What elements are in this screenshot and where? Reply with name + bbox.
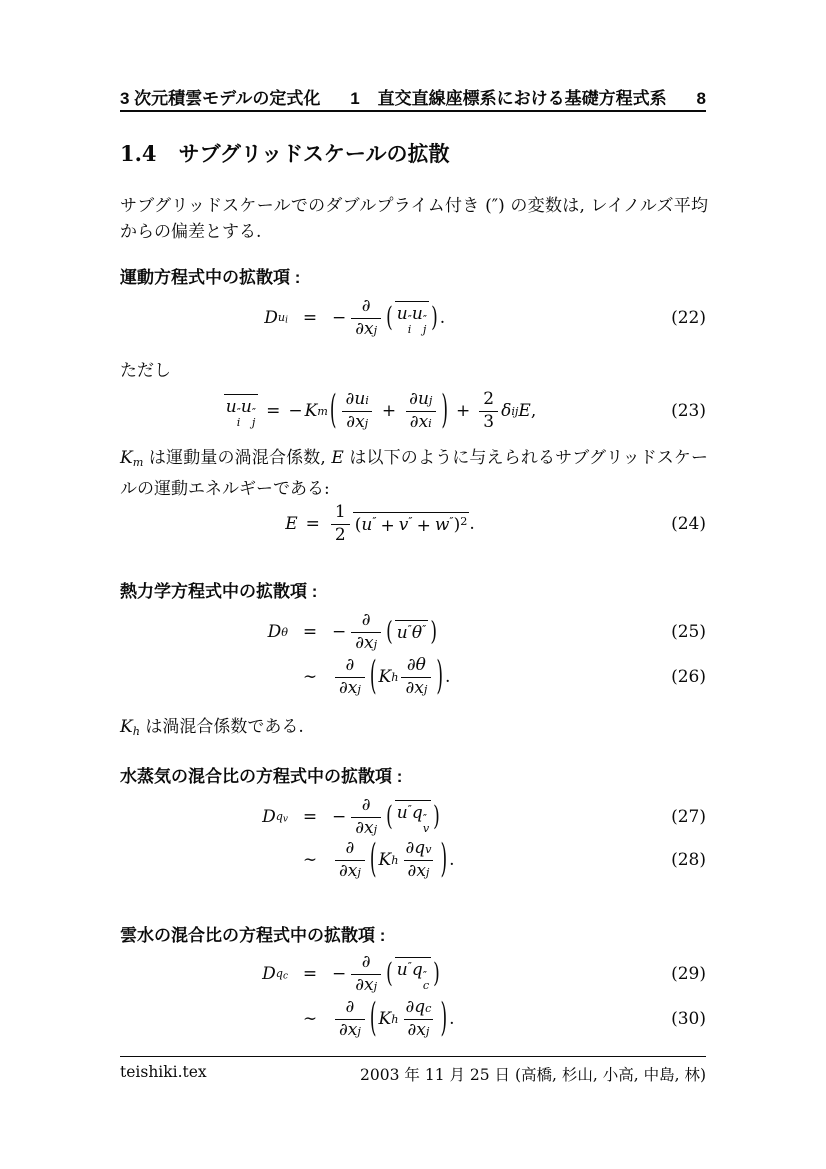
equation-number: (27) [671, 807, 706, 827]
math-var: q [414, 996, 426, 1017]
fraction [351, 953, 381, 995]
math-var: u [396, 802, 408, 823]
header-section [350, 84, 666, 109]
overline-group [395, 620, 429, 643]
numerator [342, 998, 359, 1019]
fraction [401, 998, 435, 1040]
eq30-rhs [332, 998, 594, 1040]
math-var: x [347, 677, 358, 698]
header-rule [120, 110, 706, 112]
period: . [444, 667, 451, 687]
math-var: x [414, 677, 424, 698]
math-var: q [411, 802, 423, 823]
double-prime: ″ [422, 623, 427, 637]
equation-26 [120, 652, 706, 702]
denominator [335, 1019, 365, 1041]
supsub [423, 814, 429, 834]
label-cloud-diffusion: 雲水の混合比の方程式中の拡散項 : [120, 926, 386, 945]
math-sub: j [428, 393, 433, 407]
math-sub: i [365, 393, 369, 407]
left-paren: ( [386, 302, 393, 334]
partial-symbol: ∂ [355, 632, 365, 653]
math-var: u [396, 623, 408, 644]
equation-number: (30) [671, 1009, 706, 1029]
fraction [351, 611, 381, 653]
numerator: 2 [483, 388, 495, 409]
period: . [449, 850, 455, 870]
fraction [351, 297, 381, 339]
numerator [342, 390, 373, 411]
supsub [423, 315, 427, 335]
equation-number: (29) [671, 964, 706, 984]
math-var: x [364, 632, 374, 653]
math-sub: j [423, 682, 428, 696]
math-var: D [262, 964, 276, 984]
overline-group [224, 394, 258, 428]
minus-sign: − [332, 622, 347, 642]
equation-24 [120, 499, 706, 549]
partial-symbol: ∂ [406, 654, 416, 675]
equation-number: (23) [671, 401, 706, 421]
partial-symbol: ∂ [361, 794, 371, 815]
equals-sign: = [266, 401, 281, 421]
double-prime: ″ [422, 812, 428, 826]
math-var: x [364, 974, 374, 995]
right-paren: ) [453, 515, 461, 536]
equation-22 [120, 293, 706, 343]
supsub [423, 971, 429, 991]
math-sub: j [373, 822, 378, 836]
denominator [404, 860, 434, 882]
right-paren: ) [440, 837, 448, 883]
math-sub: c [425, 1001, 432, 1015]
left-paren: ( [386, 958, 393, 990]
equation-number: (22) [671, 308, 706, 328]
page-header [120, 84, 706, 109]
plus-sign: + [416, 515, 431, 536]
eq28-rhs [332, 839, 594, 881]
math-sub: ij [511, 404, 519, 418]
text-run: は渦混合係数である. [139, 717, 304, 737]
eq25-lhs [232, 622, 288, 642]
math-var: q [275, 809, 283, 823]
right-paren: ) [440, 996, 448, 1042]
numerator [342, 839, 359, 860]
double-prime: ″ [372, 515, 377, 529]
math-var: D [267, 622, 282, 642]
denominator [335, 860, 365, 882]
text-run: は以下のように与えられるサブグリッドスケールの運動エネルギーである: [120, 448, 709, 499]
denominator [342, 411, 372, 433]
denominator: 2 [331, 524, 350, 546]
header-section-title: 直交直線座標系における基礎方程式系 [377, 89, 667, 108]
numerator: 1 [334, 501, 346, 522]
math-var: E [331, 448, 344, 468]
math-var: D [264, 308, 278, 328]
math-subsub: c [282, 971, 288, 982]
overline-group [395, 301, 429, 335]
fraction [342, 390, 373, 432]
squared-exponent: 2 [460, 515, 468, 529]
partial-symbol: ∂ [405, 996, 415, 1017]
period: . [469, 514, 475, 534]
right-paren: ) [441, 388, 449, 434]
sim-sign: ∼ [302, 667, 318, 687]
minus-sign: − [332, 964, 347, 984]
fraction [351, 796, 381, 838]
double-prime: ″ [407, 623, 412, 637]
math-var: u [225, 396, 237, 417]
supsub [252, 408, 256, 428]
fraction [335, 656, 365, 698]
math-sub: v [422, 822, 430, 836]
denominator [335, 677, 365, 699]
math-var: x [418, 411, 429, 432]
partial-symbol: ∂ [405, 677, 415, 698]
math-var: q [275, 966, 283, 980]
equation-28 [120, 835, 706, 885]
math-var: D [262, 807, 276, 827]
double-prime: ″ [422, 313, 428, 327]
math-sub: h [391, 1012, 399, 1026]
math-var: x [364, 318, 374, 339]
double-prime: ″ [422, 969, 428, 983]
math-sub [278, 311, 288, 326]
math-sub: i [407, 323, 412, 337]
partial-symbol: ∂ [407, 1019, 417, 1040]
equation-number: (26) [671, 667, 706, 687]
math-var: u [240, 396, 252, 417]
denominator [404, 1019, 434, 1041]
equation-number: (24) [671, 514, 706, 534]
math-var: u [361, 515, 373, 536]
numerator [401, 998, 435, 1019]
left-paren: ( [386, 616, 393, 648]
fraction [401, 839, 435, 881]
math-var: θ [411, 623, 423, 644]
label-thermo-diffusion: 熱力学方程式中の拡散項 : [120, 582, 318, 601]
eq26-rhs [332, 656, 594, 698]
double-prime: ″ [408, 515, 413, 529]
equation-number: (25) [671, 622, 706, 642]
math-sub: j [373, 637, 378, 651]
math-var: x [364, 817, 374, 838]
math-var: w [434, 515, 450, 536]
equals-sign: = [302, 807, 318, 827]
numerator [342, 656, 359, 677]
fraction [401, 656, 431, 698]
eq24-content [285, 503, 475, 545]
section-heading [120, 138, 449, 168]
partial-symbol: ∂ [407, 860, 417, 881]
numerator [358, 297, 375, 318]
math-var: u [277, 310, 286, 324]
math-var: q [414, 837, 426, 858]
equals-sign: = [302, 964, 318, 984]
math-var: E [518, 401, 531, 421]
left-paren: ( [369, 654, 377, 700]
section-number: 1.4 [120, 141, 157, 166]
minus-sign: − [332, 807, 347, 827]
overline-group [395, 957, 431, 991]
page-number: 8 [696, 89, 706, 108]
partial-symbol: ∂ [355, 318, 365, 339]
fraction [479, 390, 498, 432]
text-run: は運動量の渦混合係数, [143, 448, 332, 468]
fraction [335, 998, 365, 1040]
paragraph-kh [120, 714, 708, 745]
math-var: δ [501, 401, 512, 421]
math-sub [276, 967, 288, 982]
math-var: θ [415, 654, 426, 675]
math-var: K [378, 1009, 392, 1029]
equation-29 [120, 949, 706, 999]
eq29-rhs [332, 953, 594, 995]
math-var: K [120, 448, 133, 468]
equals-sign: = [305, 514, 320, 534]
page-footer [120, 1063, 706, 1085]
partial-symbol: ∂ [346, 411, 356, 432]
fraction [335, 839, 365, 881]
partial-symbol: ∂ [355, 817, 365, 838]
partial-symbol: ∂ [345, 837, 355, 858]
partial-symbol: ∂ [409, 411, 419, 432]
math-var: K [378, 667, 392, 687]
equals-sign: = [302, 308, 318, 328]
math-var: K [304, 401, 318, 421]
right-paren: ) [431, 302, 438, 334]
math-sub: m [132, 455, 144, 469]
plus-sign: + [456, 401, 471, 421]
left-paren: ( [386, 801, 393, 833]
math-var: x [347, 1019, 358, 1040]
header-section-number: 1 [350, 89, 360, 108]
double-prime: ″ [236, 406, 241, 420]
math-sub: j [251, 416, 256, 430]
right-paren: ) [433, 801, 440, 833]
partial-symbol: ∂ [361, 609, 371, 630]
double-prime: ″ [449, 515, 454, 529]
math-var: u [411, 303, 423, 324]
math-sub [276, 810, 288, 825]
denominator: 3 [479, 411, 498, 433]
numerator [405, 390, 436, 411]
denominator [401, 677, 431, 699]
header-chapter-title: 3 次元積雲モデルの定式化 [120, 89, 321, 108]
paragraph-tadashi: ただし [120, 361, 171, 381]
numerator [403, 656, 430, 677]
math-sub: v [425, 842, 432, 856]
footer-rule [120, 1056, 706, 1057]
math-var: u [396, 959, 408, 980]
math-var: q [411, 959, 423, 980]
eq22-rhs [332, 297, 594, 339]
math-sub: m [317, 404, 328, 418]
partial-symbol: ∂ [409, 388, 418, 409]
numerator [358, 796, 375, 817]
numerator [401, 839, 435, 860]
math-var: u [354, 388, 366, 409]
partial-symbol: ∂ [361, 951, 371, 972]
overline-group [353, 512, 470, 535]
math-var: u [417, 388, 429, 409]
math-sub: θ [281, 625, 288, 639]
equation-number: (28) [671, 850, 706, 870]
eq27-lhs [232, 807, 288, 827]
equation-25 [120, 607, 706, 657]
double-prime: ″ [407, 802, 412, 816]
footer-date-authors: 2003 年 11 月 25 日 (高橋, 杉山, 小高, 中島, 林) [360, 1066, 706, 1084]
label-vapor-diffusion: 水蒸気の混合比の方程式中の拡散項 : [120, 767, 403, 786]
minus-sign: − [288, 401, 303, 421]
math-var: v [398, 515, 409, 536]
right-paren: ) [433, 958, 440, 990]
left-paren: ( [369, 837, 377, 883]
math-sub: h [391, 853, 399, 867]
equation-23 [120, 386, 706, 436]
eq25-rhs [332, 611, 594, 653]
section-title: サブグリッドスケールの拡散 [178, 143, 450, 166]
left-paren: ( [369, 996, 377, 1042]
plus-sign: + [380, 515, 395, 536]
numerator [358, 953, 375, 974]
eq23-content [224, 390, 537, 432]
partial-symbol: ∂ [361, 295, 371, 316]
denominator [351, 632, 381, 654]
math-var: x [355, 411, 365, 432]
denominator [351, 318, 381, 340]
partial-symbol: ∂ [355, 974, 365, 995]
paragraph-intro: サブグリッドスケールでのダブルプライム付き (″) の変数は, レイノルズ平均からの偏差とする. [120, 196, 708, 242]
math-sub: j [373, 979, 378, 993]
math-var: K [120, 717, 133, 737]
partial-symbol: ∂ [345, 388, 355, 409]
math-sub: j [425, 1024, 430, 1038]
math-subsub: i [285, 315, 288, 326]
double-prime: ″ [407, 313, 412, 327]
math-sub: h [391, 670, 399, 684]
period: . [449, 1009, 455, 1029]
math-sub: i [236, 416, 241, 430]
math-sub: j [422, 323, 427, 337]
equation-30 [120, 994, 706, 1044]
period: . [439, 308, 446, 328]
sim-sign: ∼ [302, 850, 318, 870]
math-var: x [416, 860, 426, 881]
partial-symbol: ∂ [339, 1019, 348, 1040]
right-paren: ) [436, 654, 443, 700]
math-var: x [416, 1019, 426, 1040]
overline-group [395, 800, 431, 834]
denominator [406, 411, 436, 433]
denominator [351, 974, 381, 996]
fraction [331, 503, 350, 545]
math-sub: j [425, 865, 430, 879]
math-sub: i [428, 416, 432, 430]
partial-symbol: ∂ [405, 837, 415, 858]
double-prime: ″ [407, 959, 412, 973]
numerator [358, 611, 375, 632]
partial-symbol: ∂ [339, 860, 348, 881]
eq29-lhs [232, 964, 288, 984]
math-sub: j [373, 323, 378, 337]
right-paren: ) [430, 616, 438, 648]
sim-sign: ∼ [302, 1009, 318, 1029]
eq27-rhs [332, 796, 594, 838]
eq22-lhs [232, 308, 288, 328]
math-var: E [285, 514, 298, 534]
math-sub: c [422, 979, 430, 993]
math-var: K [378, 850, 392, 870]
minus-sign: − [332, 308, 347, 328]
math-subsub: v [282, 814, 288, 825]
left-paren: ( [354, 515, 362, 536]
math-sub: j [357, 1024, 361, 1038]
partial-symbol: ∂ [345, 654, 355, 675]
left-paren: ( [329, 388, 337, 434]
label-momentum-diffusion: 運動方程式中の拡散項 : [120, 268, 301, 287]
math-sub: j [364, 416, 369, 430]
footer-filename: teishiki.tex [120, 1063, 207, 1081]
partial-symbol: ∂ [339, 677, 348, 698]
double-prime: ″ [251, 406, 257, 420]
math-var: x [347, 860, 358, 881]
math-sub: j [357, 682, 361, 696]
fraction [405, 390, 436, 432]
math-var: u [396, 303, 408, 324]
comma: , [530, 401, 537, 421]
math-sub: j [357, 865, 361, 879]
math-sub: h [132, 724, 140, 738]
equals-sign: = [302, 622, 318, 642]
plus-sign: + [381, 401, 397, 421]
partial-symbol: ∂ [345, 996, 355, 1017]
paragraph-km [120, 445, 708, 502]
